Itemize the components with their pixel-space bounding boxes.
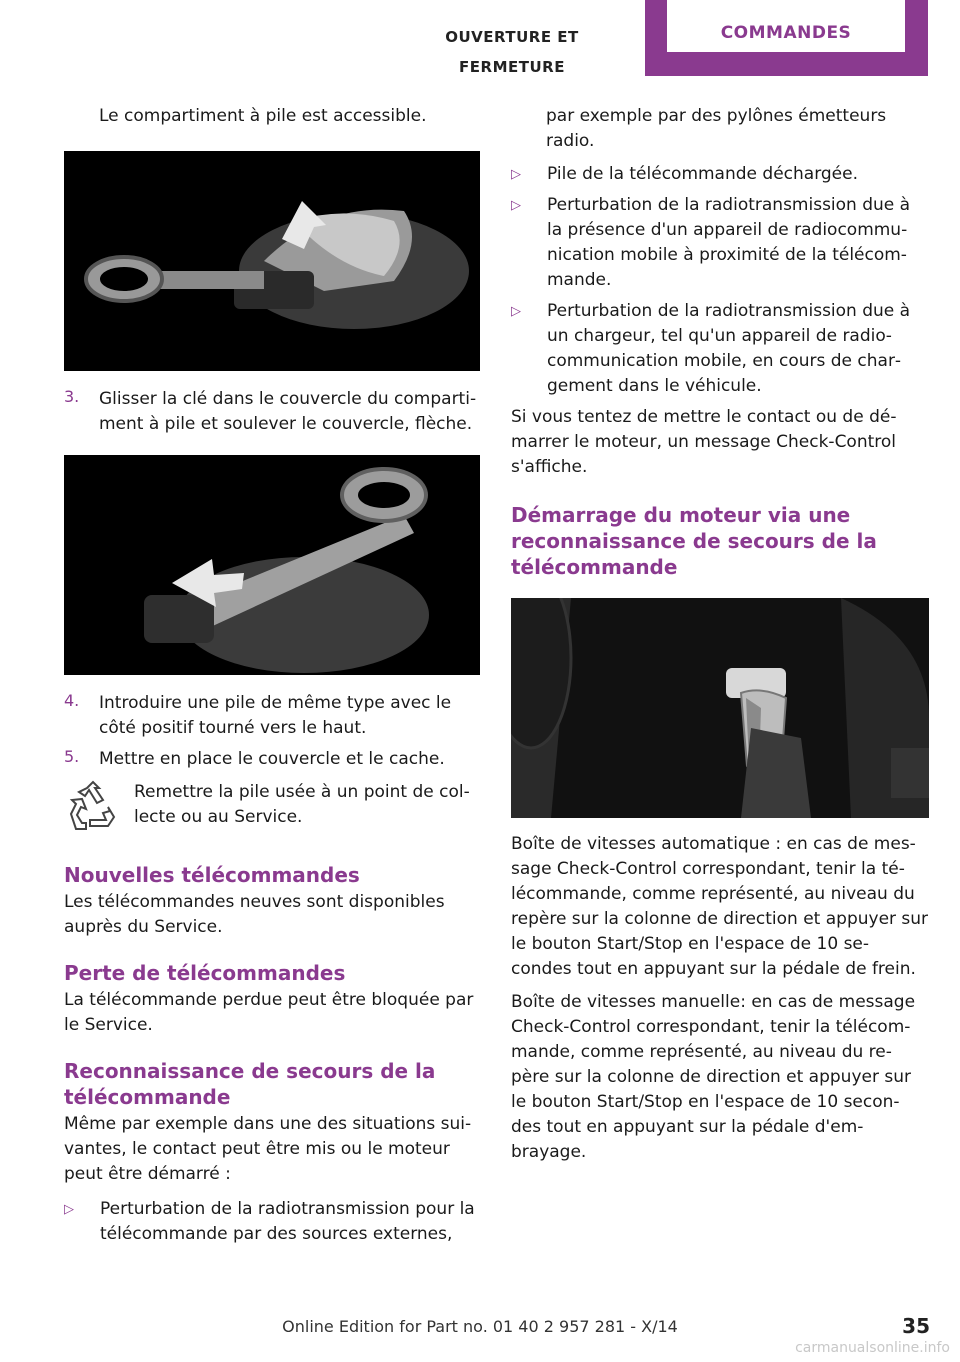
text-reconnaissance: Même par exemple dans une des situations sui‐ vantes, le contact peut être mis ou le moteur peut être démarré : [64, 1114, 472, 1184]
text-auto: Boîte de vitesses automatique : en cas de mes‐ sage Check-Control correspondant, tenir la té‐ lécommande, comme représenté, au niveau du repère sur la colonne de direction et appuyer sur le bouton Start/Stop en l'espace de 10 se‐ condes tout en appuyant sur la pédale de frein. [511, 834, 929, 979]
text-contact: Si vous tentez de mettre le contact ou de dé‐ marrer le moteur, un message Check-Control s'affiche. [511, 407, 897, 477]
recycle-icon [64, 780, 124, 836]
step-text: Glisser la clé dans le couvercle du comparti‐ ment à pile et soulever le couvercle, flèche. [99, 389, 477, 434]
step-number: 4. [64, 691, 80, 710]
bullet-1 [64, 1197, 480, 1247]
footer-edition: Online Edition for Part no. 01 40 2 957 281 - X/14 [282, 1317, 678, 1336]
heading-perte: Perte de télécommandes [64, 961, 346, 985]
text-perte: La télécommande perdue peut être bloquée par le Service. [64, 990, 474, 1035]
bullet-2 [511, 162, 929, 187]
section-title: OUVERTURE ET FERMETURE [445, 28, 579, 76]
step-3 [64, 387, 480, 437]
left-column [64, 104, 480, 1253]
bullet-text: Pile de la télécommande déchargée. [547, 164, 858, 184]
step-number: 3. [64, 387, 80, 406]
key-battery-photo-2 [64, 455, 480, 675]
recycle-text: Remettre la pile usée à un point de col‐ lecte ou au Service. [134, 782, 470, 827]
heading-demarrage: Démarrage du moteur via une reconnaissance de secours de la télécommande [511, 503, 877, 579]
step-text: Mettre en place le couvercle et le cache. [99, 749, 445, 769]
bullet-4 [511, 299, 929, 399]
step-text: Introduire une pile de même type avec le côté positif tourné vers le haut. [99, 693, 452, 738]
recycle-note [64, 780, 480, 836]
text-manuelle: Boîte de vitesses manuelle: en cas de message Check-Control correspondant, tenir la télécom‐ mande, comme représenté, au niveau du re‐ père sur la colonne de direction et appuyer sur le bouton Start/Stop en l'espace de 10 secon‐ des tout en appuyant sur la pédale d'em‐ brayage. [511, 992, 916, 1162]
steering-column-photo [511, 598, 929, 818]
bullet-1-continued: par exemple par des pylônes émetteurs radio. [546, 106, 887, 151]
bullet-text: Perturbation de la radiotransmission pour la télécommande par des sources externes, [100, 1199, 475, 1244]
step-number: 5. [64, 747, 80, 766]
bullet-3 [511, 193, 929, 293]
intro-text: Le compartiment à pile est accessible. [99, 106, 427, 126]
chapter-title: COMMANDES [667, 0, 905, 52]
heading-nouvelles: Nouvelles télécommandes [64, 863, 360, 887]
step-4 [64, 691, 480, 741]
bullet-text: Perturbation de la radiotransmission due à la présence d'un appareil de radiocommu‐ nication mobile à proximité de la télécom‐ mande. [547, 195, 911, 290]
heading-reconnaissance: Reconnaissance de secours de la télécommande [64, 1059, 436, 1109]
bullet-marker: ▷ [511, 198, 521, 213]
step-5 [64, 747, 480, 772]
right-column [511, 104, 929, 1165]
page-number: 35 [902, 1314, 930, 1338]
bullet-marker: ▷ [511, 167, 521, 182]
text-nouvelles: Les télécommandes neuves sont disponibles auprès du Service. [64, 892, 445, 937]
bullet-marker: ▷ [511, 304, 521, 319]
key-battery-photo-1 [64, 151, 480, 371]
bullet-marker: ▷ [64, 1202, 74, 1217]
watermark: carmanualsonline.info [795, 1340, 950, 1356]
bullet-text: Perturbation de la radiotransmission due à un chargeur, tel qu'un appareil de radio‐ communication mobile, en cours de char‐ gement dans le véhicule. [547, 301, 911, 396]
